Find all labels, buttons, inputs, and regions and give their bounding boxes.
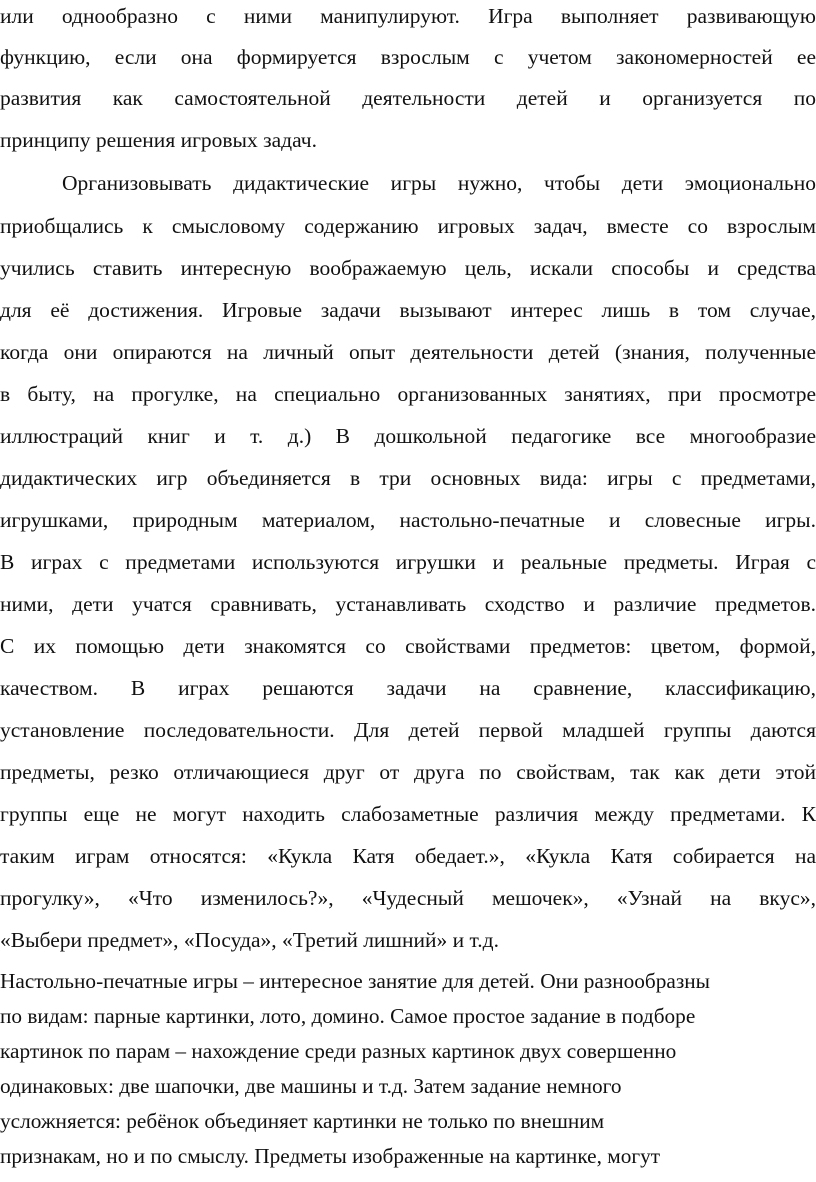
text-line: в быту, на прогулке, на специально организованных занятиях, при просмотре	[0, 382, 816, 406]
text-line: функцию, если она формируется взрослым с учетом закономерностей ее	[0, 45, 816, 69]
text-line: Организовывать дидактические игры нужно, чтобы дети эмоционально	[62, 171, 816, 195]
text-line: «Выбери предмет», «Посуда», «Третий лишний» и т.д.	[0, 928, 499, 952]
text-line: установление последовательности. Для детей первой младшей группы даются	[0, 718, 816, 742]
text-line: ними, дети учатся сравнивать, устанавливать сходство и различие предметов.	[0, 592, 816, 616]
text-line: одинаковых: две шапочки, две машины и т.д. Затем задание немного	[0, 1074, 622, 1098]
text-line: или однообразно с ними манипулируют. Игра выполняет развивающую	[0, 4, 816, 28]
text-line: В играх с предметами используются игрушки и реальные предметы. Играя с	[0, 550, 816, 574]
text-line: таким играм относятся: «Кукла Катя обедает.», «Кукла Катя собирается на	[0, 844, 816, 868]
text-line: учились ставить интересную воображаемую цель, искали способы и средства	[0, 256, 816, 280]
text-line: по видам: парные картинки, лото, домино. Самое простое задание в подборе	[0, 1004, 696, 1028]
text-line: Настольно-печатные игры – интересное занятие для детей. Они разнообразны	[0, 969, 710, 993]
text-line: приобщались к смысловому содержанию игровых задач, вместе со взрослым	[0, 214, 816, 238]
text-line: когда они опираются на личный опыт деятельности детей (знания, полученные	[0, 340, 816, 364]
text-line: С их помощью дети знакомятся со свойствами предметов: цветом, формой,	[0, 634, 816, 658]
text-line: картинок по парам – нахождение среди разных картинок двух совершенно	[0, 1039, 677, 1063]
text-line: предметы, резко отличающиеся друг от друга по свойствам, так как дети этой	[0, 760, 816, 784]
text-line: группы еще не могут находить слабозаметные различия между предметами. К	[0, 802, 816, 826]
text-line: развития как самостоятельной деятельности детей и организуется по	[0, 86, 816, 110]
text-line: дидактических игр объединяется в три основных вида: игры с предметами,	[0, 466, 816, 490]
text-line: усложняется: ребёнок объединяет картинки не только по внешним	[0, 1109, 605, 1133]
text-line: игрушками, природным материалом, настольно-печатные и словесные игры.	[0, 508, 816, 532]
text-line: прогулку», «Что изменилось?», «Чудесный мешочек», «Узнай на вкус»,	[0, 886, 816, 910]
text-line: признакам, но и по смыслу. Предметы изображенные на картинке, могут	[0, 1144, 661, 1168]
text-line: принципу решения игровых задач.	[0, 128, 317, 152]
text-line: качеством. В играх решаются задачи на сравнение, классификацию,	[0, 676, 816, 700]
text-line: для её достижения. Игровые задачи вызывают интерес лишь в том случае,	[0, 298, 816, 322]
text-line: иллюстраций книг и т. д.) В дошкольной педагогике все многообразие	[0, 424, 816, 448]
